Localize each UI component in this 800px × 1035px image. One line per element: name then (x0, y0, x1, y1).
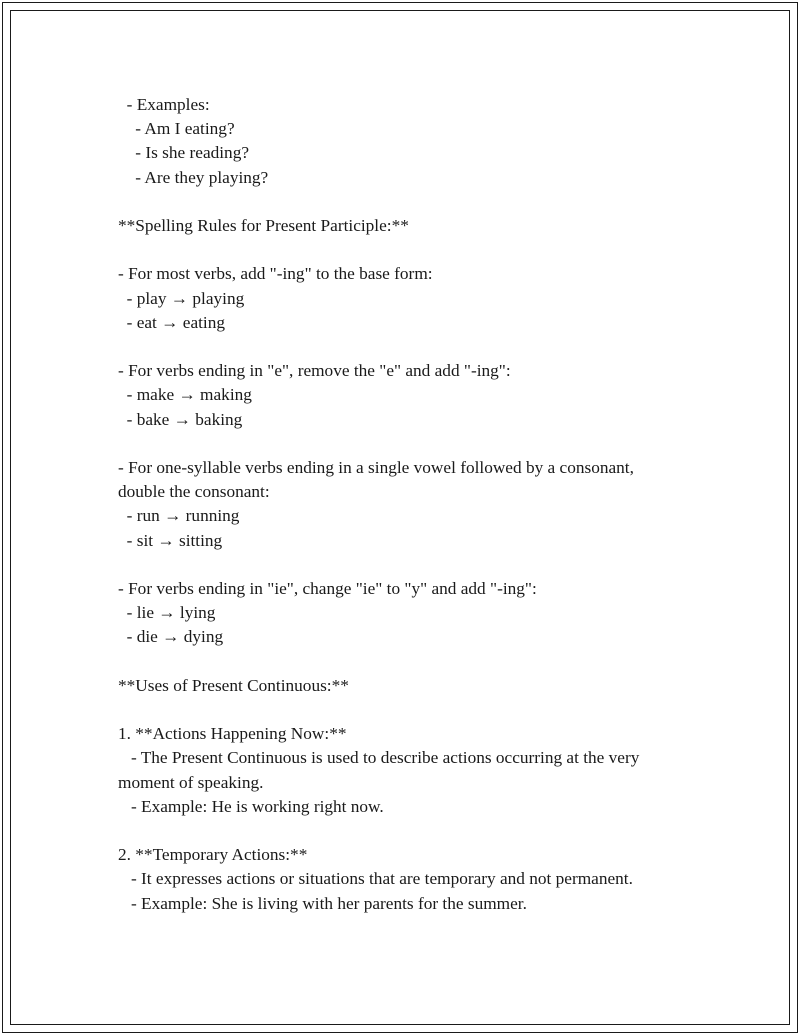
example-item: - Am I eating? (118, 119, 235, 139)
rule-example: - lie → lying (118, 603, 216, 623)
use-2-desc: - It expresses actions or situations that are temporary and not permanent. (118, 869, 633, 889)
use-1-example: - Example: He is working right now. (118, 796, 384, 816)
examples-heading: - Examples: (118, 95, 210, 114)
spacer (118, 819, 698, 843)
rule-example: - eat → eating (118, 312, 226, 332)
use-2-title: 2. **Temporary Actions:** (118, 845, 308, 865)
rule-example: - run → running (118, 506, 240, 526)
use-1-desc: - The Present Continuous is used to describe actions occurring at the very (118, 748, 640, 768)
rule-3-text: - For one-syllable verbs ending in a single vowel followed by a consonant, (118, 457, 634, 477)
rule-2-text: - For verbs ending in "e", remove the "e" and add "-ing": (118, 361, 511, 381)
rule-example: - bake → baking (118, 409, 243, 429)
spacer (118, 698, 698, 722)
use-2-example: - Example: She is living with her parents for the summer. (118, 893, 527, 913)
rule-4-text: - For verbs ending in "ie", change "ie" to "y" and add "-ing": (118, 578, 537, 598)
use-1-desc-cont: moment of speaking. (118, 772, 264, 792)
spacer (118, 190, 698, 214)
spacer (118, 432, 698, 456)
rule-example: - sit → sitting (118, 530, 223, 550)
uses-heading: **Uses of Present Continuous:** (118, 675, 349, 695)
rule-example: - play → playing (118, 288, 245, 308)
spacer (118, 650, 698, 674)
spacer (118, 335, 698, 359)
spacer (118, 238, 698, 262)
use-1-title: 1. **Actions Happening Now:** (118, 724, 347, 744)
rule-3-text-cont: double the consonant: (118, 482, 270, 502)
spacer (118, 553, 698, 577)
rule-example: - die → dying (118, 627, 224, 647)
rule-1-text: - For most verbs, add "-ing" to the base form: (118, 264, 433, 284)
rule-example: - make → making (118, 385, 252, 405)
document-body (118, 93, 698, 916)
example-item: - Is she reading? (118, 143, 250, 163)
spelling-rules-heading: **Spelling Rules for Present Participle:** (118, 216, 409, 235)
example-item: - Are they playing? (118, 167, 269, 187)
